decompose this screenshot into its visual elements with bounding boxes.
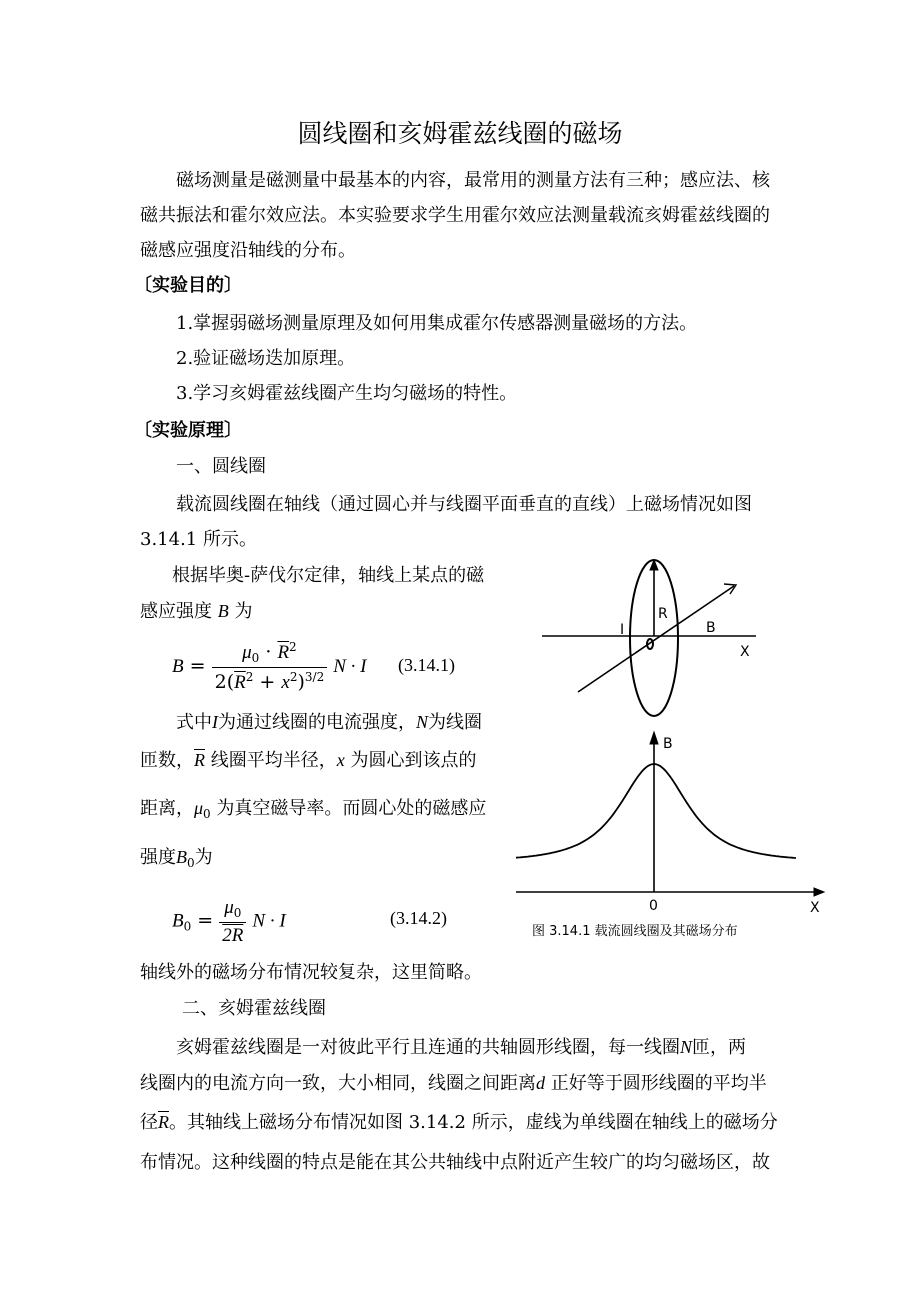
intro-line-1: 磁场测量是磁测量中最基本的内容，最常用的测量方法有三种；感应法、核 [176,170,770,191]
equation-number-1: (3.14.1) [398,655,455,675]
figure-3-14-1 [512,556,828,946]
page-title: 圆线圈和亥姆霍兹线圈的磁场 [297,119,623,148]
intro-line-2: 磁共振法和霍尔效应法。本实验要求学生用霍尔效应法测量载流亥姆霍兹线圈的 [140,205,770,226]
para-4: 轴线外的磁场分布情况较复杂，这里简略。 [140,962,482,983]
intro-line-3: 磁感应强度沿轴线的分布。 [140,240,356,261]
subheading-helmholtz: 二、亥姆霍兹线圈 [182,998,326,1019]
current-label: I [620,622,625,638]
radius-label: R [658,606,668,622]
figure-caption: 图 3.14.1 载流圆线圈及其磁场分布 [532,924,738,939]
aim-2: 2.验证磁场迭加原理。 [176,348,356,369]
para-5-line-2: 线圈内的电流方向一致，大小相同，线圈之间距离d 正好等于圆形线圈的平均半 [140,1073,767,1094]
field-distribution-curve [516,764,796,858]
aim-3: 3.学习亥姆霍兹线圈产生均匀磁场的特性。 [176,383,518,404]
coil-diagram [542,560,756,716]
para-1-line-1: 载流圆线圈在轴线（通过圆心并与线圈平面垂直的直线）上磁场情况如图 [176,494,752,515]
para-3-line-2: 匝数，$\overline{R}$ 线圈平均半径，x 为圆心到该点的 [140,750,477,771]
equation-3-14-2: $B_0$ = $\frac{\mu_0}{2R}$ N · I [172,897,286,946]
para-2-line-1: 根据毕奥-萨伐尔定律，轴线上某点的磁 [172,565,485,586]
aim-1: 1.掌握弱磁场测量原理及如何用集成霍尔传感器测量磁场的方法。 [176,313,698,334]
x-axis-label: X [740,644,750,660]
graph-x-arrowhead [814,888,824,896]
graph-x-label: X [810,900,820,916]
para-3-line-3: 距离，$\mu_0$ 为真空磁导率。而圆心处的磁感应 [140,798,487,821]
para-5-line-3: 径$\overline{R}$。其轴线上磁场分布情况如图 3.14.2 所示，虚线为单线圈在轴线上的磁场分 [140,1112,778,1133]
equation-number-2: (3.14.2) [390,908,447,928]
y-axis-line [578,586,734,692]
para-3-line-1: 式中I为通过线圈的电流强度，N为线圈 [176,712,483,733]
graph-b-label: B [663,736,673,752]
para-1-line-2: 3.14.1 所示。 [140,529,257,550]
field-graph [516,732,824,896]
section-heading-principle: 〔实验原理〕 [134,420,242,441]
section-heading-aims: 〔实验目的〕 [134,275,242,296]
subheading-circular-coil: 一、圆线圈 [176,456,266,477]
para-5-line-4: 布情况。这种线圈的特点是能在其公共轴线中点附近产生较广的均匀磁场区，故 [140,1152,770,1173]
para-3-line-4: 强度$B_0$为 [140,847,213,870]
para-2-line-2: 感应强度 B 为 [140,601,253,622]
graph-origin-label: 0 [649,898,658,914]
equation-3-14-1: B = $\frac{\mu_0 \cdot \overline{R}^2}{2(\overline{R}^2 + x^2)^{3/2}}$ N · I [172,640,367,693]
field-label: B [706,620,716,636]
para-5-line-1: 亥姆霍兹线圈是一对彼此平行且连通的共轴圆形线圈，每一线圈N匝，两 [176,1037,747,1058]
graph-y-arrowhead [650,732,658,744]
